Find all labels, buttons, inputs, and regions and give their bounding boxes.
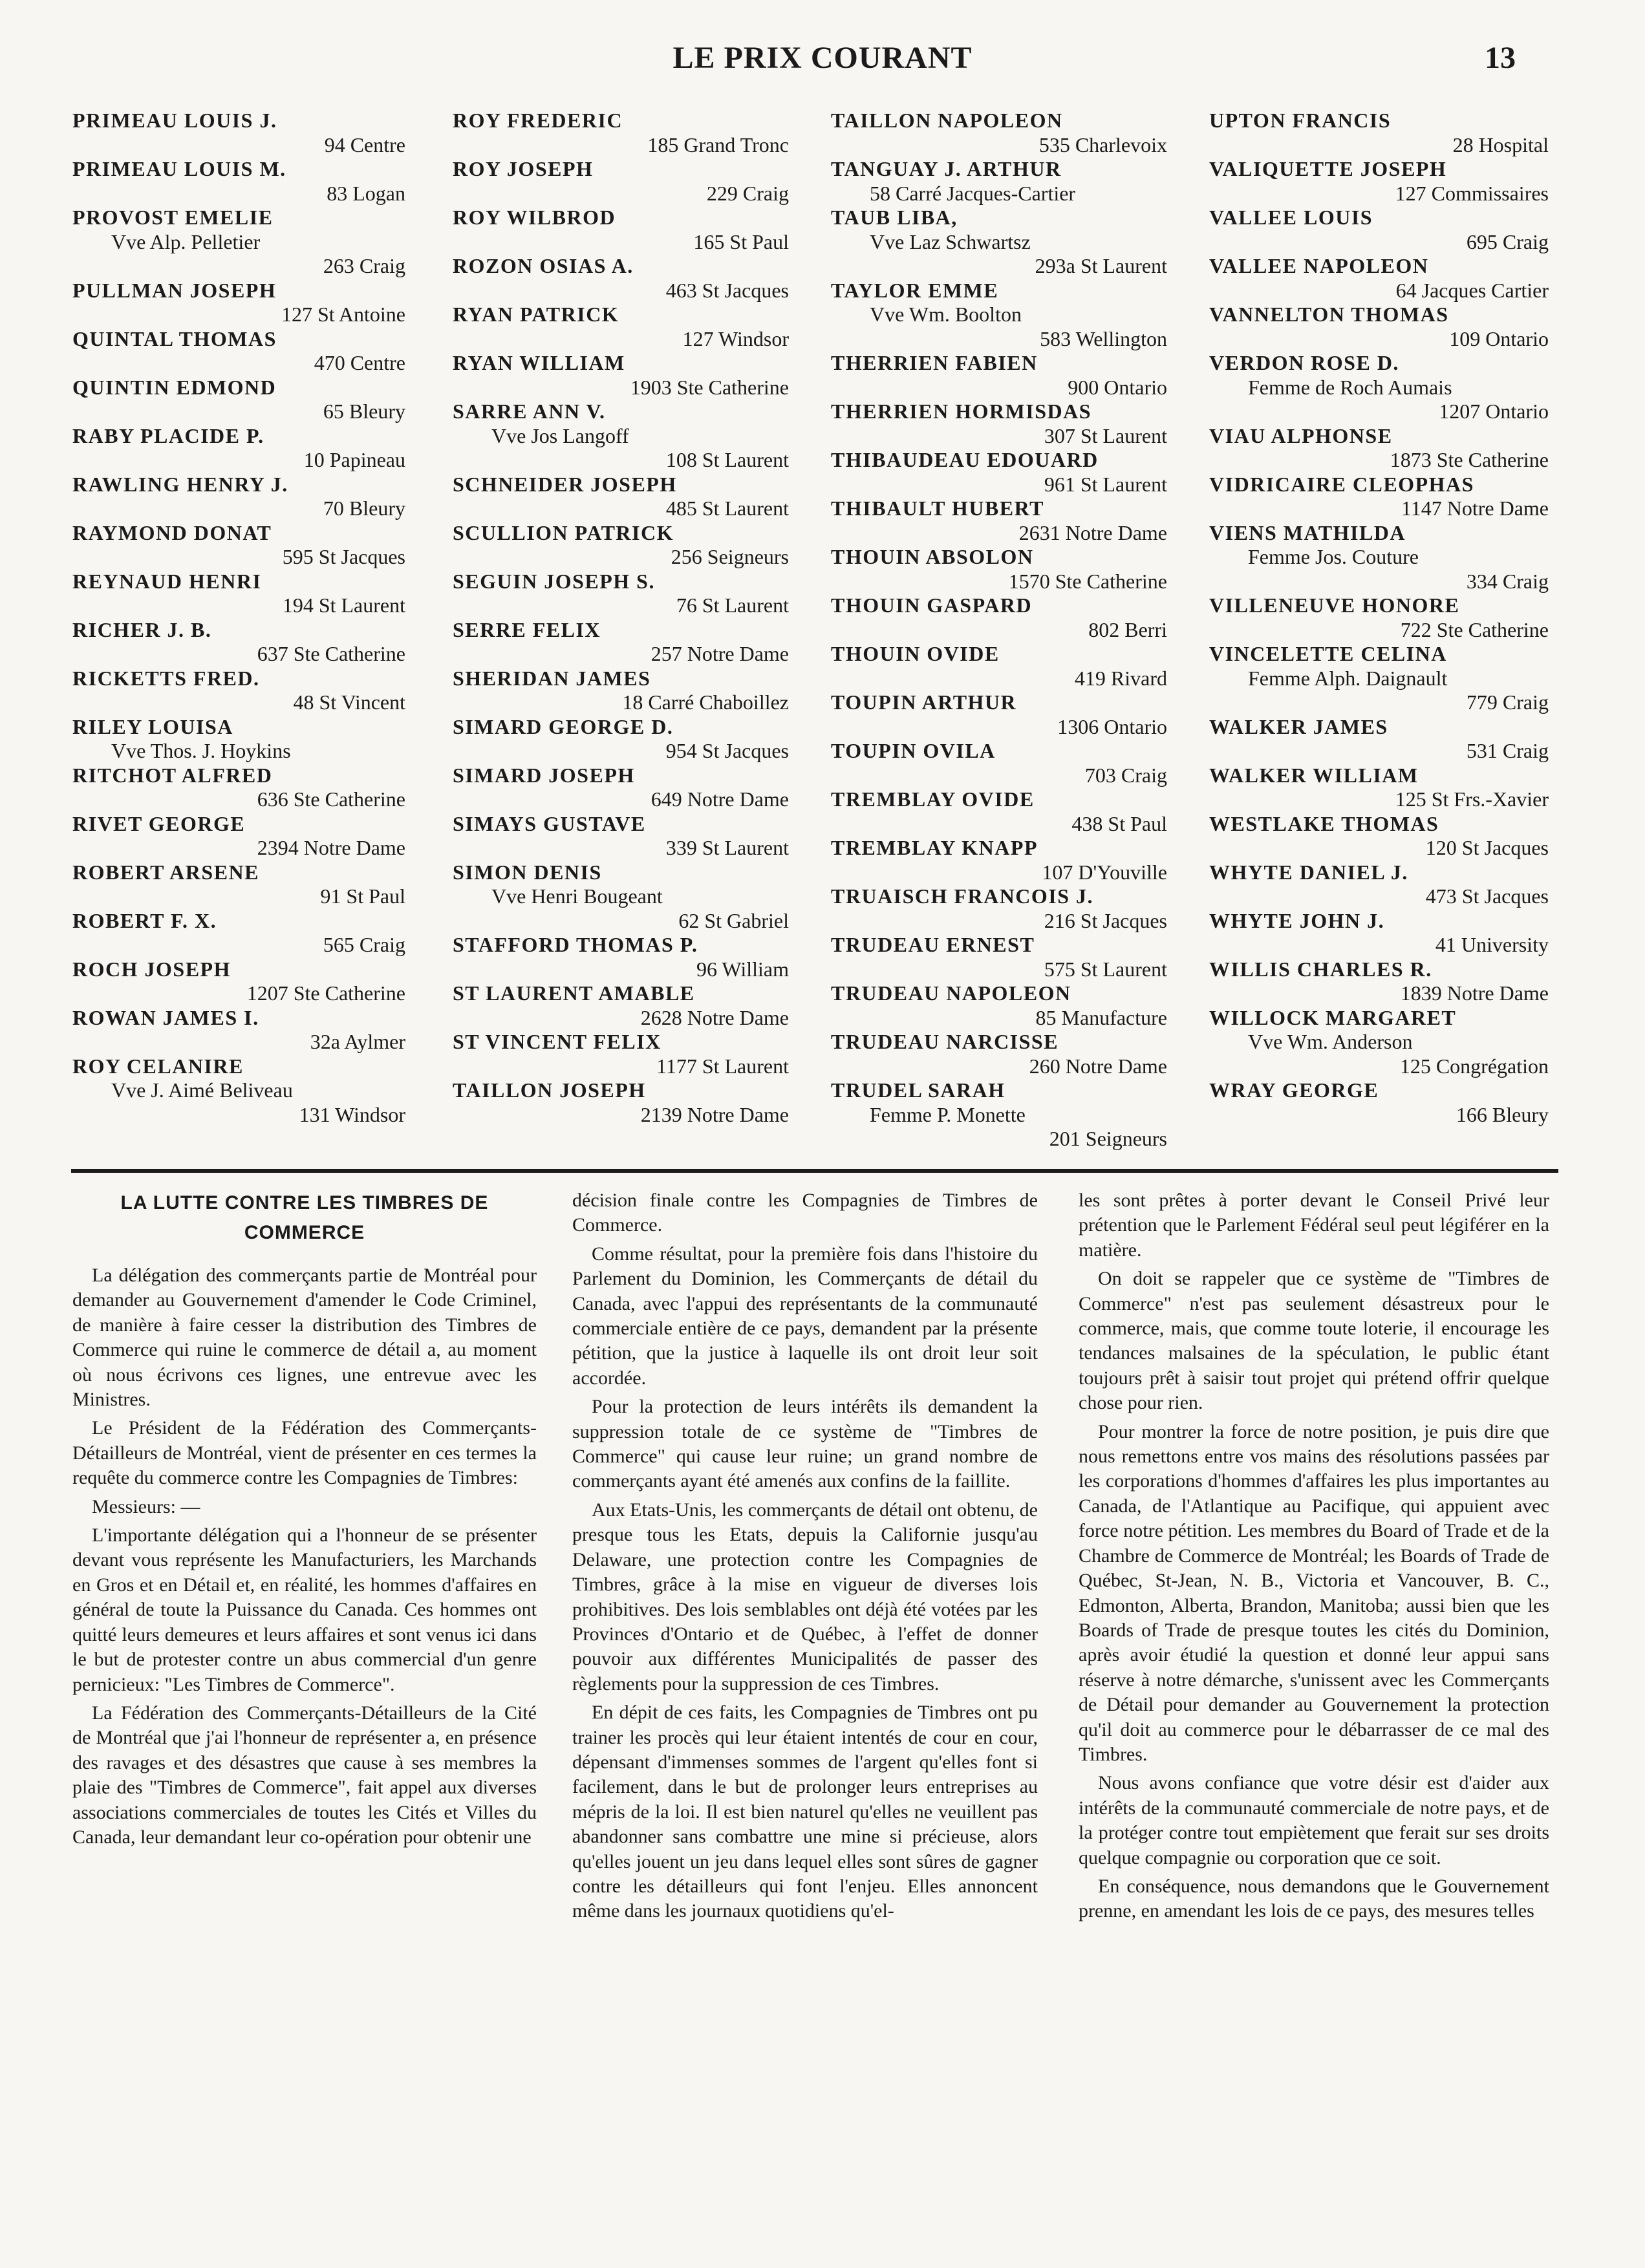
entry-name: TAYLOR EMME	[831, 278, 999, 302]
directory-entry	[831, 787, 1167, 836]
entry-name: ROWAN JAMES I.	[72, 1005, 259, 1029]
entry-address: 2394 Notre Dame	[257, 836, 405, 859]
entry-address: 636 Ste Catherine	[257, 787, 405, 811]
directory-entry	[831, 594, 1167, 642]
entry-address: 1147 Notre Dame	[1401, 497, 1549, 520]
article-paragraph: On doit se rappeler que ce système de "Timbres de Commerce" n'est pas seulement désastreux pour le commerce, mais, que comme toute loterie, il encourage les tendances malsaines de la spéculation, le public étant toujours prêt à saisir tout projet qui prétend offrir quelque chose pour rien.	[1079, 1268, 1549, 1414]
directory-entry	[453, 618, 789, 667]
directory-entry	[453, 667, 789, 715]
entry-address: 94 Centre	[324, 133, 405, 156]
entry-address: 1873 Ste Catherine	[1390, 448, 1549, 471]
entry-name: RICHER J. B.	[72, 617, 212, 641]
entry-address: 961 St Laurent	[1044, 472, 1167, 496]
directory-entry	[72, 206, 405, 279]
directory-entry	[72, 521, 405, 570]
entry-name: TRUDEAU NAPOLEON	[831, 981, 1071, 1005]
entry-address: 76 St Laurent	[676, 594, 789, 617]
entry-name: ROZON OSIAS A.	[453, 254, 634, 277]
entry-detail: Femme P. Monette	[870, 1102, 1026, 1126]
entry-address: 91 St Paul	[320, 884, 405, 908]
entry-address: 70 Bleury	[323, 497, 405, 520]
entry-address: 531 Craig	[1466, 739, 1549, 762]
entry-name: SIMON DENIS	[453, 860, 602, 884]
directory-entry	[831, 884, 1167, 933]
entry-name: THOUIN ABSOLON	[831, 545, 1034, 568]
entry-address: 695 Craig	[1466, 230, 1549, 253]
article-column-1	[72, 1188, 537, 2255]
article-paragraph: Comme résultat, pour la première fois dans l'histoire du Parlement du Dominion, les Commerçants de détail du Canada, avec l'appui des représentants de la communauté commerciale entière de ce pays, demandent par la présente pétition, que la justice à laquelle ils ont droit leur soit accordée.	[572, 1243, 1038, 1389]
entry-address: 127 Commissaires	[1395, 181, 1549, 205]
directory-entry	[1209, 109, 1549, 157]
directory-entry	[453, 812, 789, 861]
entry-address: 125 St Frs.-Xavier	[1395, 787, 1549, 811]
entry-address: 229 Craig	[706, 181, 789, 205]
entry-address: 216 St Jacques	[1044, 908, 1167, 932]
directory-entry	[72, 279, 405, 327]
directory-entry	[72, 1054, 405, 1128]
entry-name: SARRE ANN V.	[453, 400, 606, 423]
entry-address: 18 Carré Chaboillez	[622, 690, 789, 714]
article-paragraph: Pour la protection de leurs intérêts ils demandent la suppression totale de ce système de "Timbres de Commerce" qui cause leur ruine; un grand nombre de commerçants ayant été amenés aux confins de la faillite.	[572, 1396, 1038, 1492]
entry-name: RABY PLACIDE P.	[72, 423, 264, 447]
entry-address: 41 University	[1435, 933, 1549, 956]
entry-address: 131 Windsor	[299, 1102, 405, 1126]
directory-entry	[72, 424, 405, 473]
entry-detail: 58 Carré Jacques-Cartier	[870, 181, 1076, 205]
entry-name: STAFFORD THOMAS P.	[453, 933, 698, 956]
entry-name: SCHNEIDER JOSEPH	[453, 472, 677, 496]
entry-address: 595 St Jacques	[282, 545, 405, 568]
directory-entry	[1209, 157, 1549, 206]
directory-entry	[831, 206, 1167, 279]
entry-address: 120 St Jacques	[1425, 836, 1549, 859]
entry-address: 339 St Laurent	[665, 836, 789, 859]
entry-address: 637 Ste Catherine	[257, 642, 405, 665]
entry-address: 1839 Notre Dame	[1400, 981, 1549, 1005]
entry-name: WHYTE JOHN J.	[1209, 908, 1385, 932]
entry-name: WILLOCK MARGARET	[1209, 1005, 1457, 1029]
entry-address: 2631 Notre Dame	[1018, 520, 1167, 544]
entry-detail: Femme de Roch Aumais	[1248, 375, 1452, 399]
entry-address: 263 Craig	[323, 254, 405, 277]
entry-address: 334 Craig	[1466, 569, 1549, 593]
directory-entry	[453, 861, 789, 934]
entry-name: THIBAULT HUBERT	[831, 497, 1044, 520]
entry-address: 65 Bleury	[323, 400, 405, 423]
entry-detail: Vve Jos Langoff	[491, 423, 629, 447]
entry-address: 1207 Ontario	[1439, 400, 1549, 423]
entry-address: 165 St Paul	[693, 230, 789, 253]
article-paragraph: Nous avons confiance que votre désir est d'aider aux intérêts de la communauté commerciale de notre pays, et de la protéger contre tout empiètement que ferait sur ses droits quelque compagnie ou corporation que ce soit.	[1079, 1772, 1549, 1868]
entry-name: ROBERT ARSENE	[72, 860, 259, 884]
entry-address: 166 Bleury	[1456, 1102, 1549, 1126]
directory-entry	[72, 715, 405, 764]
directory-entry	[453, 570, 789, 618]
directory-entry	[1209, 957, 1549, 1006]
entry-name: RIVET GEORGE	[72, 811, 246, 835]
directory-entry	[453, 109, 789, 157]
directory-column-3	[831, 109, 1167, 1151]
entry-detail: Vve J. Aimé Beliveau	[111, 1078, 293, 1102]
directory-entry	[453, 715, 789, 764]
article-paragraph: En dépit de ces faits, les Compagnies de Timbres ont pu trainer les procès qui leur étaient intentés de cour en cour, dépensant d'immenses sommes de l'argent qu'elles font si facilement, dans le but de prolonger leurs entreprises au mépris de la loi. Il est bien naturel qu'elles ne veuillent pas abandonner sans combattre une mine si précieuse, alors qu'elles jouent un jeu dans lequel elles sont sûres de gagner contre les détailleurs qui font l'enjeu. Elles annoncent même dans les journaux quotidiens qu'el-	[572, 1702, 1038, 1922]
entry-detail: Vve Wm. Boolton	[870, 303, 1022, 326]
entry-address: 108 St Laurent	[665, 448, 789, 471]
entry-address: 535 Charlevoix	[1038, 133, 1167, 156]
entry-name: TRUDEAU NARCISSE	[831, 1030, 1059, 1053]
entry-address: 201 Seigneurs	[1049, 1127, 1167, 1150]
entry-address: 1207 Ste Catherine	[246, 981, 405, 1005]
directory-entry	[72, 667, 405, 715]
entry-address: 565 Craig	[323, 933, 405, 956]
entry-address: 1570 Ste Catherine	[1008, 569, 1167, 593]
entry-name: TANGUAY J. ARTHUR	[831, 157, 1062, 180]
entry-name: ROY WILBROD	[453, 206, 616, 229]
entry-address: 32a Aylmer	[310, 1030, 405, 1053]
entry-name: QUINTIN EDMOND	[72, 375, 277, 399]
directory-entry	[72, 1006, 405, 1054]
entry-address: 10 Papineau	[303, 448, 405, 471]
entry-name: TAILLON JOSEPH	[453, 1078, 646, 1102]
directory-entry	[72, 376, 405, 424]
entry-name: THERRIEN FABIEN	[831, 351, 1038, 374]
article-paragraph: Le Président de la Fédération des Commerçants-Détailleurs de Montréal, vient de présenter en ces termes la requête du commerce contre les Compagnies de Timbres:	[72, 1417, 537, 1489]
directory-entry	[831, 545, 1167, 594]
directory-entry	[453, 764, 789, 812]
directory-entry	[1209, 764, 1549, 812]
directory-entry	[72, 570, 405, 618]
entry-address: 463 St Jacques	[665, 278, 789, 302]
directory-entry	[831, 933, 1167, 981]
entry-address: 85 Manufacture	[1035, 1005, 1167, 1029]
entry-name: VIAU ALPHONSE	[1209, 423, 1393, 447]
entry-name: ROY FREDERIC	[453, 109, 623, 132]
entry-name: TREMBLAY OVIDE	[831, 787, 1035, 811]
directory-entry	[1209, 1078, 1549, 1127]
entry-address: 62 St Gabriel	[678, 908, 789, 932]
article-paragraph: La délégation des commerçants partie de Montréal pour demander au Gouvernement d'amender le Code Criminel, de manière à faire cesser la distribution des Timbres de Commerce qui ruine le commerce de détail a, au moment où nous écrivons ces lignes, une entrevue avec les Ministres.	[72, 1265, 537, 1411]
entry-address: 1306 Ontario	[1057, 714, 1167, 738]
entry-address: 583 Wellington	[1040, 326, 1167, 350]
entry-address: 485 St Laurent	[665, 497, 789, 520]
directory-entry	[453, 351, 789, 400]
directory-entry	[453, 933, 789, 981]
entry-name: WALKER JAMES	[1209, 714, 1388, 738]
directory-entry	[831, 739, 1167, 787]
entry-detail: Vve Henri Bougeant	[491, 884, 663, 908]
directory-entry	[831, 400, 1167, 448]
directory-entry	[831, 109, 1167, 157]
entry-name: REYNAUD HENRI	[72, 569, 262, 593]
entry-address: 438 St Paul	[1071, 811, 1167, 835]
directory-entry	[453, 157, 789, 206]
entry-address: 194 St Laurent	[282, 594, 405, 617]
entry-name: VIENS MATHILDA	[1209, 520, 1406, 544]
directory-entry	[453, 981, 789, 1030]
directory-entry	[72, 764, 405, 812]
entry-address: 127 Windsor	[682, 326, 789, 350]
entry-name: TAUB LIBA,	[831, 206, 958, 229]
directory-column-2	[453, 109, 789, 1127]
entry-name: VIDRICAIRE CLEOPHAS	[1209, 472, 1474, 496]
entry-name: ST LAURENT AMABLE	[453, 981, 695, 1005]
entry-name: RAYMOND DONAT	[72, 520, 272, 544]
entry-name: RILEY LOUISA	[72, 714, 233, 738]
directory-entry	[72, 473, 405, 521]
directory-entry	[72, 157, 405, 206]
directory-entry	[1209, 206, 1549, 254]
entry-name: PULLMAN JOSEPH	[72, 278, 277, 302]
directory-entry	[831, 1078, 1167, 1151]
entry-name: UPTON FRANCIS	[1209, 109, 1392, 132]
directory-entry	[1209, 473, 1549, 521]
entry-name: ROY CELANIRE	[72, 1054, 244, 1078]
directory-entry	[72, 861, 405, 909]
article-paragraph: L'importante délégation qui a l'honneur de se présenter devant vous représente les Manufacturiers, les Marchands en Gros et en Détail et, en réalité, les hommes d'affaires en général de toute la Puissance du Canada. Ces hommes ont quitté leurs demeures et leurs affaires et sont venus ici dans le but de protester contre un abus commercial d'un genre pernicieux: "Les Timbres de Commerce".	[72, 1524, 537, 1695]
directory-entry	[453, 1078, 789, 1127]
directory-entry	[831, 690, 1167, 739]
entry-name: SIMAYS GUSTAVE	[453, 811, 646, 835]
directory-entry	[72, 909, 405, 957]
directory-entry	[831, 836, 1167, 884]
entry-name: ST VINCENT FELIX	[453, 1030, 661, 1053]
entry-address: 1903 Ste Catherine	[630, 375, 789, 399]
article-paragraph: En conséquence, nous demandons que le Gouvernement prenne, en amendant les lois de ce pays, des mesures telles	[1079, 1875, 1549, 1922]
entry-name: SIMARD JOSEPH	[453, 763, 635, 787]
entry-address: 83 Logan	[327, 181, 405, 205]
journal-title: LE PRIX COURANT	[672, 41, 973, 75]
directory-entry	[1209, 642, 1549, 715]
entry-name: SCULLION PATRICK	[453, 520, 674, 544]
entry-address: 293a St Laurent	[1035, 254, 1167, 277]
entry-detail: Vve Thos. J. Hoykins	[111, 739, 291, 762]
entry-address: 703 Craig	[1084, 763, 1167, 787]
entry-name: SIMARD GEORGE D.	[453, 714, 674, 738]
entry-address: 28 Hospital	[1452, 133, 1549, 156]
directory-entry	[1209, 594, 1549, 642]
entry-name: ROY JOSEPH	[453, 157, 594, 180]
entry-name: SHERIDAN JAMES	[453, 666, 651, 690]
directory-entry	[831, 279, 1167, 352]
directory-entry	[831, 351, 1167, 400]
entry-name: RICKETTS FRED.	[72, 666, 260, 690]
entry-address: 575 St Laurent	[1044, 957, 1167, 981]
entry-address: 109 Ontario	[1449, 326, 1549, 350]
directory-entry	[453, 1030, 789, 1078]
entry-name: VERDON ROSE D.	[1209, 351, 1399, 374]
entry-name: WILLIS CHARLES R.	[1209, 957, 1432, 981]
page-number: 13	[1485, 41, 1516, 75]
article-paragraph: Messieurs: —	[92, 1495, 200, 1517]
directory-entry	[831, 642, 1167, 690]
entry-detail: Femme Jos. Couture	[1248, 545, 1419, 568]
directory-entry	[831, 157, 1167, 206]
directory-entry	[831, 448, 1167, 497]
entry-name: THOUIN OVIDE	[831, 642, 1000, 665]
entry-name: THERRIEN HORMISDAS	[831, 400, 1092, 423]
directory-entry	[72, 957, 405, 1006]
entry-name: WRAY GEORGE	[1209, 1078, 1379, 1102]
entry-name: PRIMEAU LOUIS M.	[72, 157, 286, 180]
directory-entry	[1209, 424, 1549, 473]
entry-detail: Vve Alp. Pelletier	[111, 230, 261, 253]
entry-detail: Femme Alph. Daignault	[1248, 666, 1448, 690]
entry-name: VALIQUETTE JOSEPH	[1209, 157, 1447, 180]
entry-name: THOUIN GASPARD	[831, 594, 1033, 617]
entry-name: PRIMEAU LOUIS J.	[72, 109, 277, 132]
directory-entry	[453, 400, 789, 473]
directory-entry	[72, 618, 405, 667]
article-column-2	[572, 1188, 1038, 2255]
entry-address: 954 St Jacques	[665, 739, 789, 762]
entry-name: RAWLING HENRY J.	[72, 472, 288, 496]
entry-address: 257 Notre Dame	[650, 642, 789, 665]
directory-entry	[1209, 521, 1549, 594]
directory-entry	[453, 473, 789, 521]
entry-name: RITCHOT ALFRED	[72, 763, 273, 787]
directory-entry	[1209, 861, 1549, 909]
entry-address: 127 St Antoine	[281, 303, 405, 326]
entry-name: SERRE FELIX	[453, 617, 601, 641]
entry-address: 470 Centre	[314, 351, 405, 374]
entry-name: VALLEE NAPOLEON	[1209, 254, 1429, 277]
entry-name: WHYTE DANIEL J.	[1209, 860, 1408, 884]
entry-name: RYAN WILLIAM	[453, 351, 625, 374]
entry-address: 96 William	[696, 957, 789, 981]
entry-name: VANNELTON THOMAS	[1209, 303, 1449, 326]
article-paragraph: Aux Etats-Unis, les commerçants de détail ont obtenu, de presque tous les Etats, depuis la Californie jusqu'au Delaware, une protection contre les Compagnies de Timbres, grâce à la mise en vigueur de diverses lois prohibitives. Des lois semblables ont déjà été votées par les Provinces d'Ontario et de Québec, à l'effet de donner pouvoir aux différentes Municipalités de passer des règlements pour la suppression de ces Timbres.	[572, 1499, 1038, 1695]
directory-entry	[453, 521, 789, 570]
entry-name: RYAN PATRICK	[453, 303, 619, 326]
entry-address: 125 Congrégation	[1399, 1054, 1549, 1078]
entry-address: 473 St Jacques	[1425, 884, 1549, 908]
entry-address: 307 St Laurent	[1044, 423, 1167, 447]
entry-address: 185 Grand Tronc	[647, 133, 789, 156]
entry-name: THIBAUDEAU EDOUARD	[831, 448, 1099, 471]
article-title: LA LUTTE CONTRE LES TIMBRES DE COMMERCE	[120, 1192, 489, 1243]
directory-entry	[831, 981, 1167, 1030]
directory-entry	[72, 812, 405, 861]
directory-entry	[72, 109, 405, 157]
entry-name: WESTLAKE THOMAS	[1209, 811, 1439, 835]
entry-address: 107 D'Youville	[1042, 860, 1167, 884]
entry-name: ROCH JOSEPH	[72, 957, 231, 981]
entry-name: TREMBLAY KNAPP	[831, 836, 1038, 859]
entry-address: 2139 Notre Dame	[640, 1102, 789, 1126]
directory-column-1	[72, 109, 405, 1127]
directory-entry	[1209, 909, 1549, 957]
entry-detail: Vve Wm. Anderson	[1248, 1030, 1413, 1053]
directory-entry	[453, 254, 789, 303]
section-divider-rule	[71, 1169, 1558, 1173]
directory-entry	[453, 206, 789, 254]
entry-address: 802 Berri	[1088, 617, 1167, 641]
article-paragraph: La Fédération des Commerçants-Détailleurs de la Cité de Montréal que j'ai l'honneur de représenter a, en présence des ravages et des désastres que cause à ses membres la plaie des "Timbres de Commerce", fait appel aux diverses associations commerciales de toutes les Cités et Villes du Canada, leur demandant leur co-opération pour obtenir une	[72, 1702, 537, 1848]
directory-entry	[453, 303, 789, 351]
entry-address: 1177 St Laurent	[656, 1054, 789, 1078]
entry-address: 64 Jacques Cartier	[1395, 278, 1549, 302]
entry-name: TRUDEAU ERNEST	[831, 933, 1035, 956]
article-paragraph: décision finale contre les Compagnies de Timbres de Commerce.	[572, 1190, 1038, 1236]
entry-address: 256 Seigneurs	[671, 545, 789, 568]
entry-name: QUINTAL THOMAS	[72, 326, 277, 350]
entry-name: TRUAISCH FRANCOIS J.	[831, 884, 1094, 908]
directory-entry	[1209, 351, 1549, 424]
entry-name: WALKER WILLIAM	[1209, 763, 1419, 787]
directory-entry	[831, 497, 1167, 545]
entry-name: SEGUIN JOSEPH S.	[453, 569, 655, 593]
directory-entry	[1209, 812, 1549, 861]
directory-entry	[1209, 303, 1549, 351]
entry-address: 2628 Notre Dame	[640, 1005, 789, 1029]
entry-address: 722 Ste Catherine	[1400, 617, 1549, 641]
directory-column-4	[1209, 109, 1549, 1127]
entry-address: 779 Craig	[1466, 690, 1549, 714]
entry-name: ROBERT F. X.	[72, 908, 217, 932]
directory-entry	[1209, 1006, 1549, 1079]
entry-address: 260 Notre Dame	[1029, 1054, 1167, 1078]
entry-name: TOUPIN ARTHUR	[831, 690, 1017, 714]
entry-detail: Vve Laz Schwartsz	[870, 230, 1031, 253]
entry-address: 900 Ontario	[1068, 375, 1167, 399]
entry-name: TRUDEL SARAH	[831, 1078, 1005, 1102]
entry-address: 48 St Vincent	[293, 690, 405, 714]
entry-address: 419 Rivard	[1074, 666, 1167, 690]
directory-entry	[1209, 715, 1549, 764]
article-paragraph: Pour montrer la force de notre position, je puis dire que nous remettons entre vos mains des résolutions passées par les corporations d'hommes d'affaires les plus importantes au Canada, de l'Atlantique au Pacifique, qui appuient avec force notre pétition. Les membres du Board of Trade et de la Chambre de Commerce de Montréal; les Boards of Trade de Québec, St-Jean, N. B., Victoria et Vancouver, B. C., Edmonton, Alberta, Brandon, Manitoba; aussi bien que les Boards of Trade de presque toutes les cités du Dominion, après avoir étudié la question et donné leur appui sans réserve à notre démarche, s'unissent avec les Commerçants de Détail pour demander au Gouvernement la protection qu'il doit au commerce pour le débarrasser de ce mal des Timbres.	[1079, 1420, 1549, 1765]
entry-address: 649 Notre Dame	[650, 787, 789, 811]
entry-name: VILLENEUVE HONORE	[1209, 594, 1460, 617]
directory-entry	[72, 327, 405, 376]
directory-entry	[831, 1030, 1167, 1078]
entry-name: TAILLON NAPOLEON	[831, 109, 1063, 132]
entry-name: PROVOST EMELIE	[72, 206, 274, 229]
article-column-3	[1079, 1188, 1549, 2255]
entry-name: TOUPIN OVILA	[831, 739, 996, 762]
article-paragraph: les sont prêtes à porter devant le Conseil Privé leur prétention que le Parlement Fédéral seul peut légiférer en la matière.	[1079, 1190, 1549, 1261]
entry-name: VINCELETTE CELINA	[1209, 642, 1447, 665]
directory-entry	[1209, 254, 1549, 303]
entry-name: VALLEE LOUIS	[1209, 206, 1373, 229]
